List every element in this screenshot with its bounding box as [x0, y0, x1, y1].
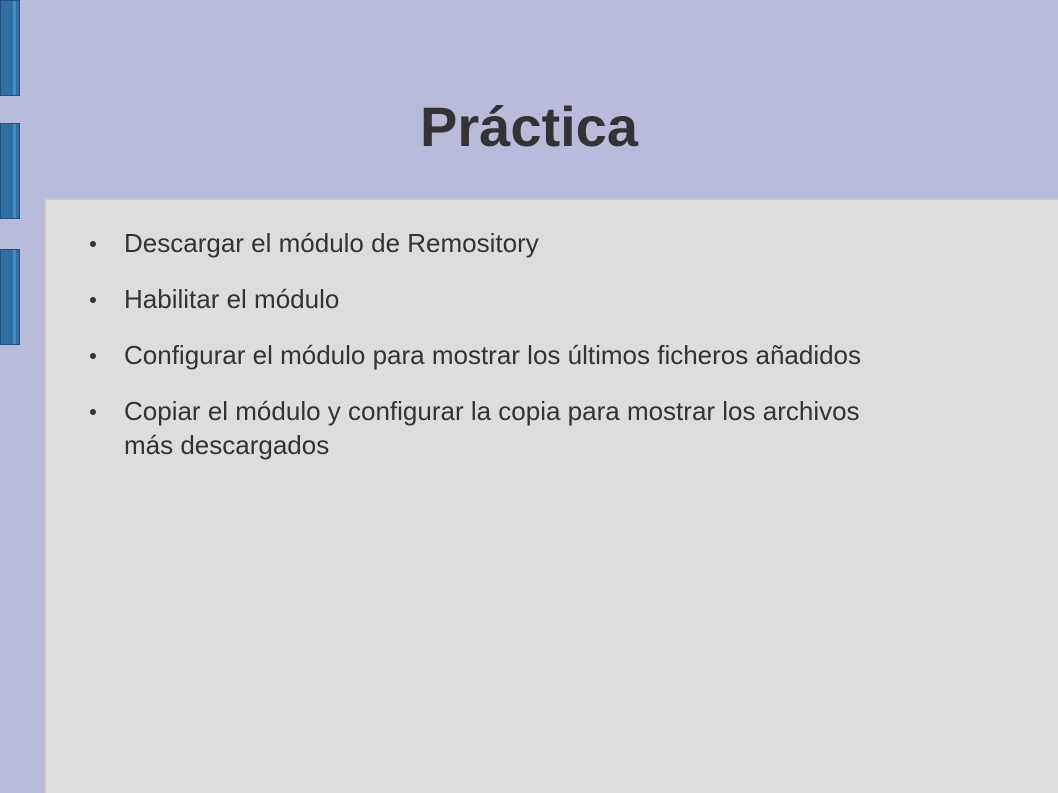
bullet-item: [86, 282, 906, 316]
bullet-text: Descargar el módulo de Remository: [124, 228, 539, 258]
bullet-text: Habilitar el módulo: [124, 284, 340, 314]
accent-bar-top: [0, 0, 20, 96]
bullet-dot-icon: [90, 353, 96, 359]
slide-title: Práctica: [420, 95, 638, 158]
bullet-text: Configurar el módulo para mostrar los últimos ficheros añadidos: [124, 340, 862, 370]
content-area: [44, 198, 1058, 793]
bullet-text: Copiar el módulo y configurar la copia para mostrar los archivos más descargados: [124, 396, 860, 460]
bullet-item: [86, 394, 906, 462]
bullet-dot-icon: [90, 409, 96, 415]
bullet-dot-icon: [90, 297, 96, 303]
bullet-item: [86, 226, 906, 260]
bullet-list: [86, 226, 906, 484]
bullet-item: [86, 338, 906, 372]
accent-bar-bottom: [0, 249, 20, 345]
bullet-dot-icon: [90, 241, 96, 247]
